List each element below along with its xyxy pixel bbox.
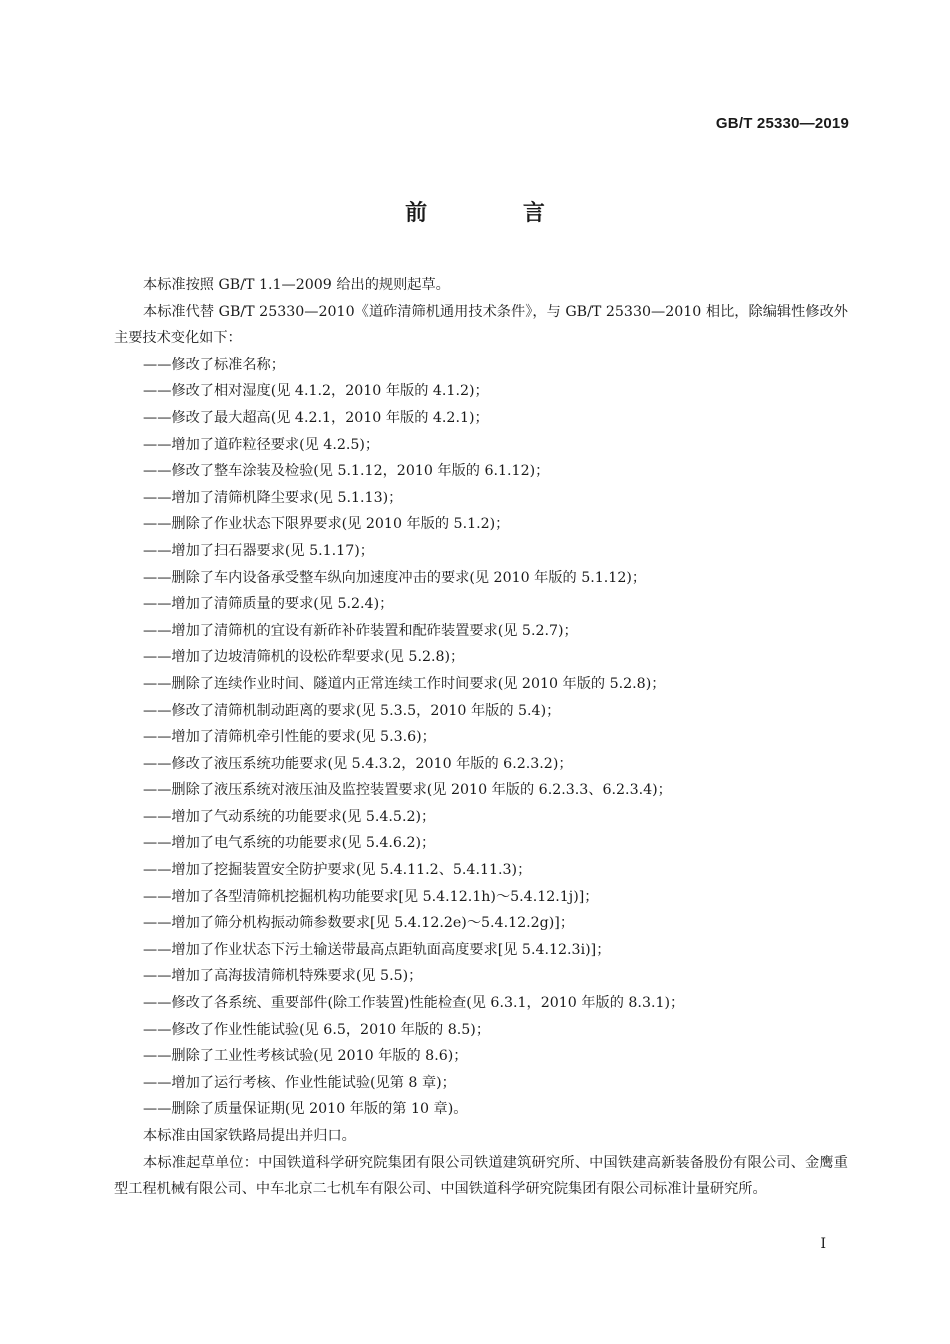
page-title: 前 言 <box>405 201 589 226</box>
page-number: I <box>820 1236 826 1252</box>
list-item: ——修改了各系统、重要部件(除工作装置)性能检查(见 6.3.1，2010 年版的 8.3.1)； <box>143 995 685 1012</box>
list-item: ——删除了作业状态下限界要求(见 2010 年版的 5.1.2)； <box>143 516 510 533</box>
paragraph-drafting-units: 本标准起草单位：中国铁道科学研究院集团有限公司铁道建筑研究所、中国铁建高新装备股份有限公司、金鹰重型工程机械有限公司、中车北京二七机车有限公司、中国铁道科学研究院集团有限公司标准计量研究所。 <box>114 1154 848 1198</box>
list-item: ——修改了整车涂装及检验(见 5.1.12，2010 年版的 6.1.12)； <box>143 463 550 480</box>
list-item: ——删除了连续作业时间、隧道内正常连续工作时间要求(见 2010 年版的 5.2.8)； <box>143 675 666 692</box>
list-item: ——修改了相对湿度(见 4.1.2，2010 年版的 4.1.2)； <box>143 383 489 400</box>
list-item: ——修改了标准名称； <box>143 356 285 373</box>
list-item: ——修改了最大超高(见 4.2.1，2010 年版的 4.2.1)； <box>143 409 489 426</box>
list-item: ——增加了运行考核、作业性能试验(见第 8 章)； <box>143 1074 456 1091</box>
list-item: ——增加了清筛机降尘要求(见 5.1.13)； <box>143 489 403 506</box>
list-item: ——修改了液压系统功能要求(见 5.4.3.2，2010 年版的 6.2.3.2)； <box>143 755 573 772</box>
list-item: ——增加了各型清筛机挖掘机构功能要求[见 5.4.12.1h)～5.4.12.1j)]； <box>143 888 599 905</box>
list-item: ——增加了气动系统的功能要求(见 5.4.5.2)； <box>143 808 436 825</box>
list-item: ——增加了清筛机牵引性能的要求(见 5.3.6)； <box>143 729 436 746</box>
list-item: ——增加了道砟粒径要求(见 4.2.5)； <box>143 436 380 453</box>
list-item: ——增加了清筛机的宜设有新砟补砟装置和配砟装置要求(见 5.2.7)； <box>143 622 578 639</box>
list-item: ——增加了作业状态下污土输送带最高点距轨面高度要求[见 5.4.12.3i)]； <box>143 941 611 958</box>
list-item: ——增加了扫石器要求(见 5.1.17)； <box>143 542 374 559</box>
list-item: ——修改了作业性能试验(见 6.5，2010 年版的 8.5)； <box>143 1021 491 1038</box>
list-item: ——增加了筛分机构振动筛参数要求[见 5.4.12.2e)～5.4.12.2g)]； <box>143 915 575 932</box>
list-item: ——删除了工业性考核试验(见 2010 年版的 8.6)； <box>143 1048 468 1065</box>
list-item: ——删除了车内设备承受整车纵向加速度冲击的要求(见 2010 年版的 5.1.12)； <box>143 569 647 586</box>
list-item: ——增加了高海拔清筛机特殊要求(见 5.5)； <box>143 968 423 985</box>
paragraph-proposer: 本标准由国家铁路局提出并归口。 <box>143 1128 356 1144</box>
standard-code: GB/T 25330—2019 <box>715 115 849 132</box>
list-item: ——修改了清筛机制动距离的要求(见 5.3.5，2010 年版的 5.4)； <box>143 702 561 719</box>
foreword-body <box>114 272 848 1203</box>
list-item: ——增加了电气系统的功能要求(见 5.4.6.2)； <box>143 835 436 852</box>
list-item: ——增加了挖掘装置安全防护要求(见 5.4.11.2、5.4.11.3)； <box>143 862 532 879</box>
list-item: ——增加了边坡清筛机的设松砟犁要求(见 5.2.8)； <box>143 649 465 666</box>
list-item: ——删除了液压系统对液压油及监控装置要求(见 2010 年版的 6.2.3.3、6.2.3.4)； <box>143 782 672 799</box>
paragraph-drafting-rules: 本标准按照 GB/T 1.1—2009 给出的规则起草。 <box>143 277 450 293</box>
paragraph-replacement: 本标准代替 GB/T 25330—2010《道砟清筛机通用技术条件》，与 GB/T 25330—2010 相比，除编辑性修改外主要技术变化如下： <box>114 303 848 347</box>
list-item: ——增加了清筛质量的要求(见 5.2.4)； <box>143 596 394 613</box>
changes-list <box>114 352 848 1123</box>
list-item: ——删除了质量保证期(见 2010 年版的第 10 章)。 <box>143 1101 468 1118</box>
